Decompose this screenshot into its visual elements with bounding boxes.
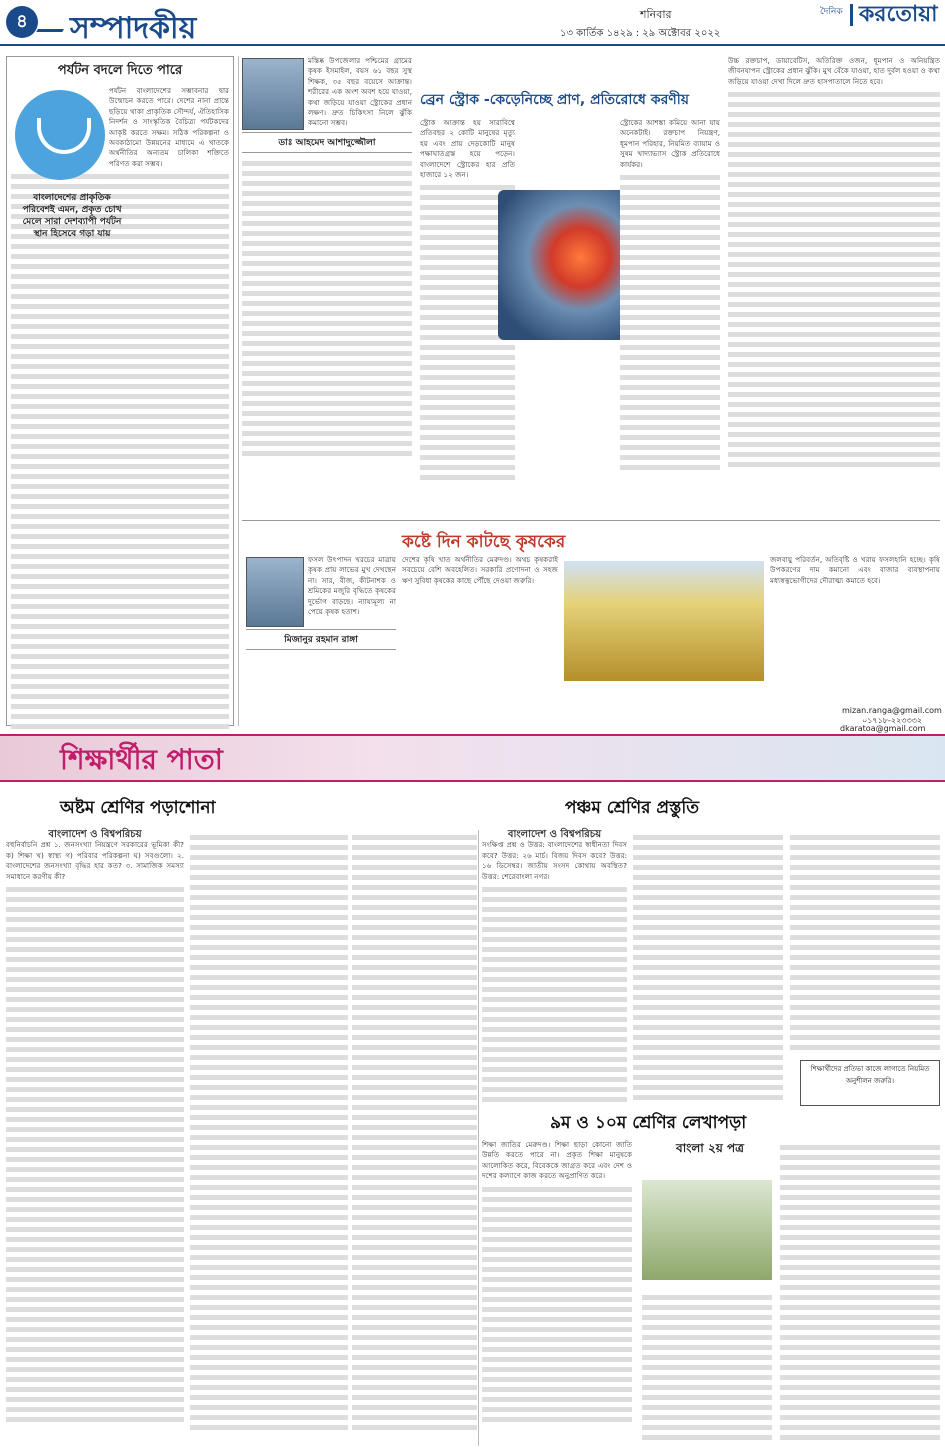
class8-column-1 [6,830,184,1446]
author-email: mizan.ranga@gmail.com [842,706,942,715]
masthead [0,0,945,46]
class9-subject: বাংলা ২য় পত্র [676,1141,744,1155]
class5-qa-text: সংক্ষিপ্ত প্রশ্ন ও উত্তর: বাংলাদেশের স্বাধীনতা দিবস কবে? উত্তর: ২৬ মার্চ। বিজয় দিবস কবে? উত্তর: ১৬ ডিসেম্বর। জাতীয় সংসদ কোথায় অবস্থিত? উত্তর: শেরেবাংলা নগর। [482,840,627,881]
class8-column-3 [352,830,477,1446]
stroke-body-right [620,118,720,514]
paddy-field-photo [564,561,764,681]
class9-column-3 [780,1140,940,1446]
pen-icon [36,12,74,32]
farmer-byline-block [246,555,396,715]
filler-lines [352,830,477,1430]
farmer-body-right-text: জলবায়ু পরিবর্তন, অতিবৃষ্টি ও খরায় ফসলহানি হচ্ছে। কৃষি উপকরণের দাম কমানো এবং বাজার ব্যবস্থাপনায় মধ্যস্বত্বভোগীদের দৌরাত্ম্য কমাতে হবে। [770,555,940,585]
author-photo [246,557,304,627]
page-number: ৪ [6,6,38,38]
class8-subject: বাংলাদেশ ও বিশ্বপরিচয় [48,829,142,840]
class8-heading: অষ্টম শ্রেণির পড়াশোনা [60,798,216,818]
banner-title: শিক্ষার্থীর পাতা [60,743,223,776]
stroke-body-far-right [728,56,940,516]
farmer-article [242,520,942,725]
issue-day: শনিবার [640,8,672,21]
class9-column-1 [482,1140,632,1446]
stroke-body-right-text: স্ট্রোকের আশঙ্কা কমিয়ে আনা যায় অনেকটাই। রক্তচাপ নিয়ন্ত্রণ, ধূমপান পরিহার, নিয়মিত ব্যায়াম ও সুষম খাদ্যাভ্যাস স্ট্রোক প্রতিরোধে কার্যকর। [620,118,720,169]
stroke-body-far-right-text: উচ্চ রক্তচাপ, ডায়াবেটিস, অতিরিক্ত ওজন, ধূমপান ও অনিয়ন্ত্রিত জীবনযাপন স্ট্রোকের প্রধান ঝুঁকি। মুখ বেঁকে যাওয়া, হাত দুর্বল হওয়া ও কথা জড়িয়ে যাওয়া দেখা দিলে দ্রুত হাসপাতালে নিতে হবে। [728,56,940,86]
class5-column-2 [633,830,783,1106]
class8-column-2 [190,830,348,1446]
paper-logo: করতোয়া [850,4,938,26]
filler-lines [633,830,783,1100]
farmer-body: ফসল উৎপাদন খরচের মাত্রায় কৃষক প্রায় লাভের মুখ দেখছেন না। সার, বীজ, কীটনাশক ও শ্রমিকের মজুরি বৃদ্ধিতে কৃষকের দুর্ভোগ বাড়ছে। ন্যায্যমূল্য না পেয়ে কৃষক হতাশ। [308,555,396,617]
author-photo [242,58,304,130]
filler-lines [6,882,184,1422]
article1-body: মস্তিষ্ক উপজেলার পশ্চিমের গ্রামের কৃষক ইসমাইল, বয়স ৬১ বছর সুস্থ শিক্ষক, ৩৫ বছর বয়েসে আক্রান্ত। শরীরের এক অংশ অবশ হয়ে যাওয়া, কথা জড়িয়ে যাওয়া স্ট্রোকের প্রধান লক্ষণ। দ্রুত চিকিৎসা নিলে ঝুঁকি কমানো সম্ভব। [308,56,412,128]
class5-subject: বাংলাদেশ ও বিশ্বপরিচয় [507,829,602,840]
banner-url: dkaratoa@gmail.com [840,724,926,733]
filler-lines [242,156,412,456]
stroke-body-left-text: স্ট্রোক আক্রান্ত হয় সারাবিশ্বে প্রতিবছর ২ কোটি মানুষের মৃত্যু হয় এবং প্রায় দেড়কোটি মানুষ পক্ষাঘাতগ্রস্ত হয়ে পড়েন। বাংলাদেশে স্ট্রোকের হার প্রতি হাজারে ১২ জন। [420,118,515,180]
farmer-body-right [770,555,940,715]
editorial-title: পর্যটন বদলে দিতে পারে [57,63,183,78]
class5-heading: পঞ্চম শ্রেণির প্রস্তুতি [565,798,699,818]
issue-date: ১৩ কার্তিক ১৪২৯ : ২৯ অক্টোবর ২০২২ [560,28,721,39]
filler-lines [642,1290,772,1440]
farmer-headline: কষ্টে দিন কাটছে কৃষকের [402,532,566,552]
class9-heading: ৯ম ও ১০ম শ্রেণির লেখাপড়া [550,1113,747,1133]
editorial-box [6,56,234,726]
farmer-body-middle [402,555,558,715]
filler-lines [728,87,940,467]
filler-lines [790,830,940,1050]
class8-qa-text: বহুনির্বাচনি প্রশ্ন ১. জনসংখ্যা নিয়ন্ত্রণে সরকারের ভূমিকা কী? ক) শিক্ষা খ) স্বাস্থ্য গ) পরিবার পরিকল্পনা ঘ) সবগুলো। ২. বাংলাদেশের জনসংখ্যা বৃদ্ধির হার কত? ৩. সামাজিক সমস্যা সমাধানে করণীয় কী? [6,840,184,881]
farmer-body-middle-text: দেশের কৃষি খাত অর্থনীতির মেরুদণ্ড। অথচ কৃষকরাই সবচেয়ে বেশি অবহেলিত। সরকারি প্রণোদনা ও সহজ ঋণ সুবিধা কৃষকের কাছে পৌঁছে দেওয়া জরুরি। [402,555,558,585]
birds-photo [642,1180,772,1280]
tourism-logo-icon [15,90,105,180]
paper-prefix: দৈনিক [820,7,843,17]
filler-lines [482,882,627,1102]
article-stroke-intro [242,56,412,516]
editorial-pull-quote: বাংলাদেশের প্রাকৃতিক পরিবেশই এমন, প্রকৃত চোখ মেলে সারা দেশব্যাপী পর্যটন স্থান হিসেবে গড়া যায় [22,193,122,239]
farmer-byline: মিজানুর রহমান রাঙ্গা [246,629,396,650]
column-divider [478,830,479,1446]
stroke-headline: ব্রেন স্ট্রোক -কেড়েনিচ্ছে প্রাণ, প্রতিরোধে করণীয় [420,92,689,108]
filler-lines [620,170,720,470]
education-banner [0,734,945,782]
editorial-body-filler [11,169,229,729]
editorial-body: পর্যটন বাংলাদেশের সম্ভাবনার দ্বার উন্মোচন করতে পারে। দেশের নানা প্রান্তে ছড়িয়ে থাকা প্রাকৃতিক সৌন্দর্য, ঐতিহাসিক নিদর্শন ও সাংস্কৃতিক বৈচিত্র্য পর্যটকদের আকৃষ্ট করতে সক্ষম। সঠিক পরিকল্পনা ও অবকাঠামো উন্নয়নের মাধ্যমে এ খাতকে অর্থনীতির অন্যতম চালিকা শক্তিতে পরিণত করা সম্ভব। [109,86,229,168]
class9-essay-text: শিক্ষা জাতির মেরুদণ্ড। শিক্ষা ছাড়া কোনো জাতি উন্নতি করতে পারে না। প্রকৃত শিক্ষা মানুষকে আলোকিত করে, বিবেককে জাগ্রত করে এবং দেশ ও দশের কল্যাণে কাজ করতে অনুপ্রাণিত করে। [482,1140,632,1181]
filler-lines [190,830,348,1430]
filler-lines [780,1140,940,1440]
class9-column-2 [642,1290,772,1446]
filler-lines [11,169,229,729]
notice-box: শিক্ষার্থীদের প্রতিভা কাজে লাগাতে নিয়মিত অনুশীলন জরুরি। [800,1060,940,1106]
author-phone: ০১৭১৮-২২৩৩৩২ [862,716,923,725]
section-title: সম্পাদকীয় [70,11,197,46]
filler-lines [482,1182,632,1422]
column-divider [238,56,239,726]
article1-byline: ডাঃ আহমেদ আশাদুজ্জৌলা [242,132,412,153]
